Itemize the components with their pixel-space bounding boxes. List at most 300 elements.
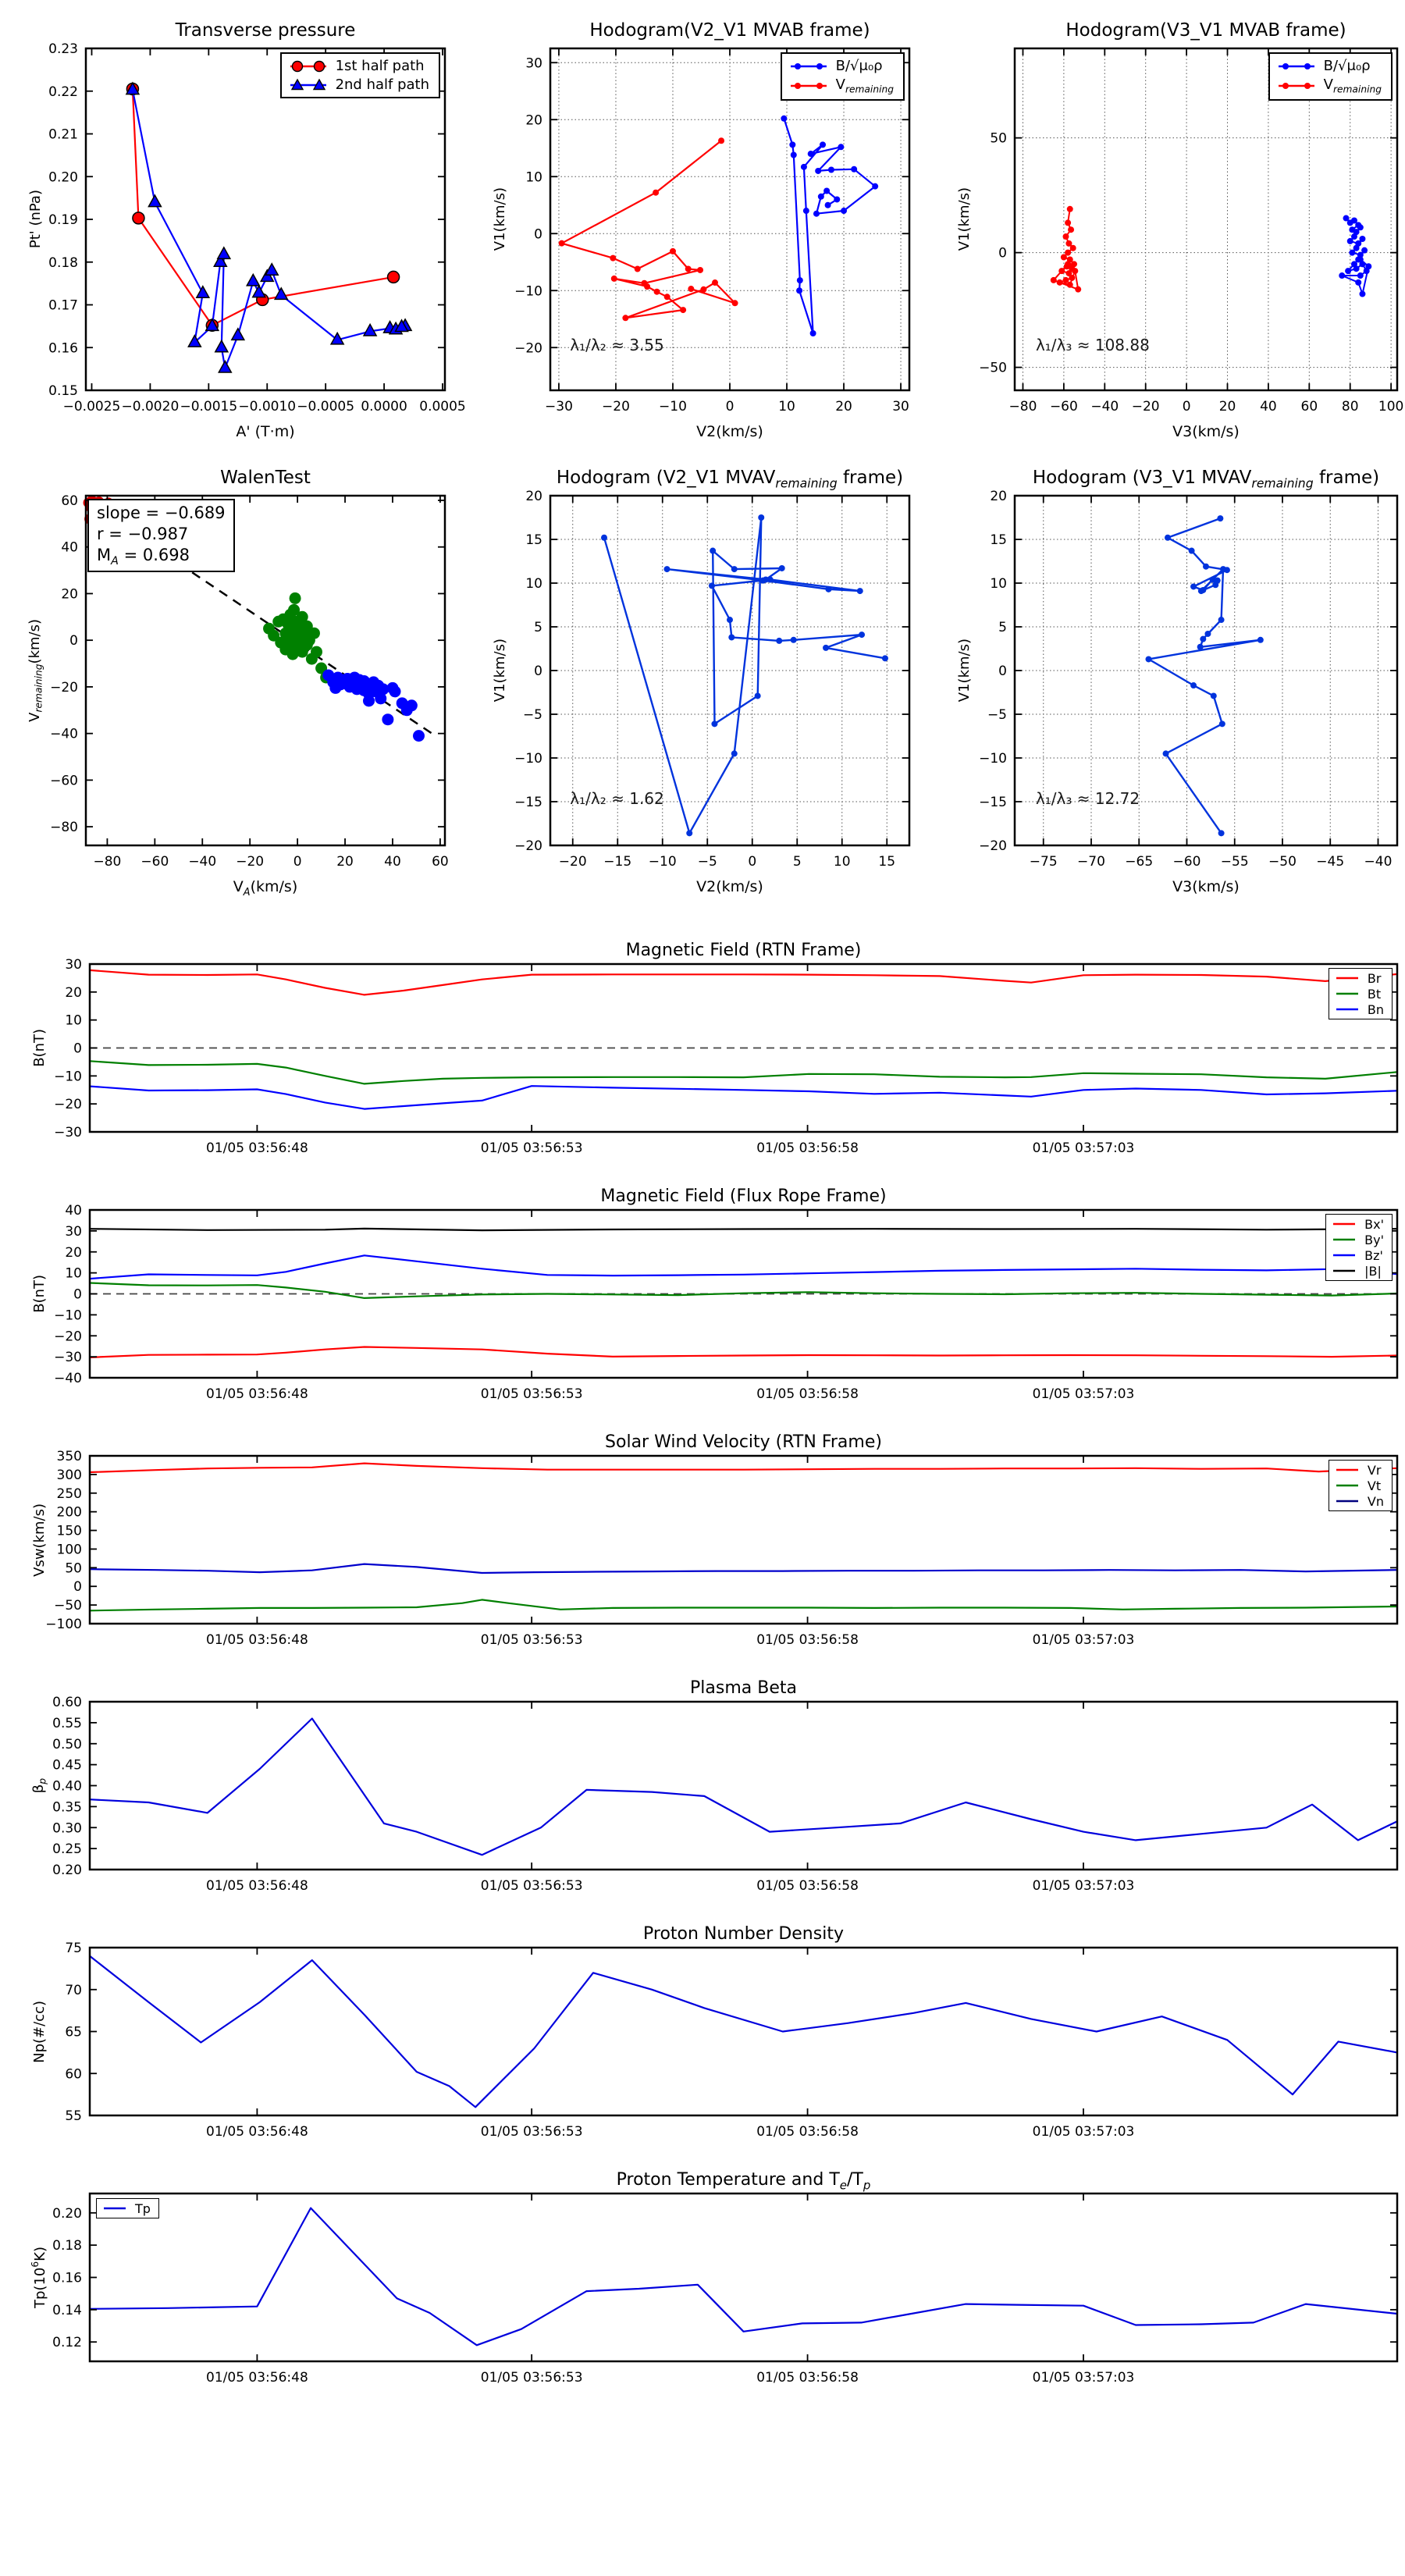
- x-tick-label: −40: [188, 854, 217, 870]
- legend-label: Br: [1367, 970, 1382, 986]
- plot-canvas: [45, 1449, 1397, 1648]
- legend-label: Bx': [1364, 1216, 1384, 1232]
- x-tick-label: 01/05 03:57:03: [1032, 2370, 1135, 2386]
- legend-item: [1334, 970, 1384, 986]
- x-axis-label: $V_A(km/s)$: [233, 878, 298, 898]
- y-tick-label: 10: [990, 576, 1007, 592]
- legend-item: [1276, 76, 1382, 95]
- x-tick-label: 01/05 03:56:53: [480, 1140, 583, 1156]
- x-axis-label: V2(km/s): [696, 423, 763, 440]
- x-tick-label: −0.0025: [62, 399, 121, 415]
- legend-sample-dot: [1276, 59, 1317, 74]
- x-tick-label: 20: [336, 854, 354, 870]
- y-tick-label: −5: [987, 707, 1007, 723]
- y-tick-label: 15: [990, 532, 1007, 548]
- y-tick-label: −100: [45, 1617, 82, 1632]
- legend-label: By': [1364, 1232, 1384, 1247]
- legend-sample-line: [1331, 1263, 1357, 1279]
- legend-item: [1334, 1462, 1384, 1478]
- plot-proton-number-density: [30, 1924, 1397, 2140]
- plot-title: Proton Temperature and $T_e/T_p$: [616, 2170, 871, 2193]
- x-tick-label: −0.0020: [121, 399, 180, 415]
- annotation: λ₁/λ₂ ≈ 1.62: [570, 789, 664, 809]
- legend-item: [1334, 1478, 1384, 1493]
- legend-sample-line: [1334, 970, 1361, 986]
- legend-item: [1334, 986, 1384, 1002]
- legend-item: [101, 2201, 151, 2216]
- x-tick-label: 01/05 03:56:53: [480, 1632, 583, 1648]
- legend-sample-line: [1331, 1232, 1357, 1247]
- x-axis-label: [90, 1656, 1397, 1675]
- x-tick-label: 15: [878, 854, 896, 870]
- x-tick-label: 10: [778, 399, 795, 415]
- legend-item: [1334, 1493, 1384, 1509]
- y-tick-label: 20: [65, 1244, 82, 1261]
- plot-hodogram-v2v1-mvav: [491, 468, 909, 895]
- y-tick-label: 100: [56, 1542, 82, 1558]
- y-tick-label: 20: [65, 984, 82, 1001]
- x-tick-label: −20: [558, 854, 587, 870]
- x-tick-label: 01/05 03:56:58: [756, 1386, 859, 1402]
- legend-sample-dot: [788, 59, 829, 74]
- x-tick-label: −15: [603, 854, 632, 870]
- y-tick-label: 0: [69, 633, 78, 649]
- y-axis-label: Pt' (nPa): [27, 190, 44, 249]
- x-tick-label: −80: [93, 854, 122, 870]
- y-tick-label: 200: [56, 1504, 82, 1521]
- y-tick-label: 0.20: [52, 1863, 82, 1878]
- y-tick-label: −30: [54, 1350, 82, 1366]
- x-tick-label: 01/05 03:56:58: [756, 2370, 859, 2386]
- series-2nd half path: [126, 83, 411, 372]
- axes-border: [90, 1702, 1397, 1870]
- y-tick-label: −15: [979, 795, 1007, 810]
- plot-proton-temperature: [30, 2170, 1397, 2386]
- x-tick-label: 0.0005: [419, 399, 466, 415]
- x-tick-label: 01/05 03:57:03: [1032, 1632, 1135, 1648]
- x-tick-label: −55: [1220, 854, 1249, 870]
- axis-ticks-and-labels: [54, 1203, 1397, 1402]
- legend-label: Tp: [135, 2201, 151, 2216]
- plot-title: Magnetic Field (RTN Frame): [625, 941, 862, 960]
- y-tick-label: 150: [56, 1523, 82, 1539]
- y-axis-label: B(nT): [30, 1029, 48, 1067]
- series-Tp: [90, 2208, 1397, 2346]
- y-tick-label: −20: [979, 838, 1007, 854]
- y-tick-label: 15: [525, 532, 542, 548]
- x-tick-label: −20: [602, 399, 630, 415]
- axis-ticks-and-labels: [979, 48, 1403, 415]
- legend-sample-line: [101, 2201, 128, 2216]
- axis-ticks-and-labels: [979, 489, 1397, 870]
- x-tick-label: −0.0005: [297, 399, 355, 415]
- legend: [280, 52, 440, 98]
- y-tick-label: 20: [990, 489, 1007, 504]
- plot-canvas: [65, 1941, 1397, 2140]
- y-tick-label: 300: [56, 1467, 82, 1483]
- series-Bn: [90, 1086, 1397, 1108]
- legend-item: [788, 76, 894, 95]
- y-tick-label: 65: [65, 2024, 82, 2041]
- x-tick-label: 5: [792, 854, 802, 870]
- x-tick-label: 0.0000: [361, 399, 407, 415]
- x-tick-label: 0: [748, 854, 757, 870]
- x-tick-label: 01/05 03:56:53: [480, 1878, 583, 1894]
- x-tick-label: 60: [1300, 399, 1318, 415]
- y-tick-label: 0.17: [48, 297, 78, 314]
- legend-sample-line: [1331, 1247, 1357, 1263]
- legend-label: 1st half path: [335, 58, 425, 74]
- annotation: λ₁/λ₂ ≈ 3.55: [570, 335, 664, 354]
- x-axis-label: [90, 1411, 1397, 1429]
- plot-title: Hodogram(V2_V1 MVAB frame): [589, 20, 870, 41]
- y-tick-label: 0: [73, 1579, 82, 1596]
- x-tick-label: 40: [384, 854, 401, 870]
- y-tick-label: −40: [54, 1371, 82, 1386]
- y-tick-label: −20: [514, 838, 542, 854]
- y-tick-label: 55: [65, 2108, 82, 2124]
- y-tick-label: 40: [65, 1203, 82, 1219]
- y-tick-label: 30: [525, 55, 542, 72]
- plot-title: Magnetic Field (Flux Rope Frame): [600, 1187, 887, 1206]
- y-tick-label: 0.60: [52, 1695, 82, 1710]
- y-tick-label: 0.12: [52, 2335, 82, 2351]
- legend-item: [1331, 1247, 1384, 1263]
- y-tick-label: 0.18: [52, 2238, 82, 2254]
- x-tick-label: 60: [432, 854, 449, 870]
- legend-item: [1334, 1002, 1384, 1017]
- x-tick-label: 01/05 03:56:58: [756, 1878, 859, 1894]
- y-tick-label: 0.30: [52, 1820, 82, 1837]
- plot-canvas: [52, 2194, 1397, 2386]
- legend-label: Vt: [1367, 1478, 1382, 1493]
- y-axis-label: $\beta_p$: [30, 1777, 48, 1794]
- plot-magnetic-field-flux-rope: [30, 1187, 1397, 1402]
- legend-label: $V_{remaining}$: [835, 76, 894, 95]
- x-tick-label: −60: [140, 854, 169, 870]
- y-axis-label: V1(km/s): [955, 187, 973, 251]
- series-V-remaining: [1051, 206, 1081, 293]
- plot-canvas: [52, 1695, 1397, 1894]
- legend-label: Vr: [1367, 1462, 1382, 1478]
- y-tick-label: 40: [61, 539, 78, 556]
- plot-title: Proton Number Density: [643, 1924, 844, 1944]
- legend: [1325, 1214, 1393, 1281]
- y-tick-label: 50: [990, 130, 1007, 147]
- y-tick-label: −60: [50, 773, 78, 789]
- y-tick-label: −15: [514, 795, 542, 810]
- series-V-remaining: [559, 137, 738, 321]
- series-Bt: [90, 1061, 1397, 1083]
- y-tick-label: 5: [998, 620, 1007, 635]
- series-cluster-green: [263, 592, 332, 684]
- y-tick-label: −50: [979, 360, 1007, 376]
- x-tick-label: −30: [545, 399, 573, 415]
- legend-sample-line: [1334, 1462, 1361, 1478]
- plot-title: WalenTest: [220, 468, 311, 488]
- y-tick-label: 350: [56, 1449, 82, 1464]
- legend-item: [788, 58, 894, 74]
- legend: [96, 2198, 159, 2218]
- y-tick-label: 10: [65, 1265, 82, 1282]
- legend-label: 2nd half path: [335, 76, 429, 93]
- y-axis-label: Np(#/cc): [30, 2000, 48, 2063]
- legend-item: [1331, 1216, 1384, 1232]
- y-tick-label: −10: [514, 751, 542, 767]
- y-tick-label: 0.23: [48, 41, 78, 57]
- plot-magnetic-field-rtn: [30, 941, 1397, 1156]
- x-tick-label: 30: [892, 399, 909, 415]
- legend-item: [1276, 58, 1382, 74]
- y-tick-label: 0.22: [48, 84, 78, 100]
- series-beta-p: [90, 1719, 1397, 1856]
- y-tick-label: −30: [54, 1125, 82, 1140]
- series-Vr: [90, 1464, 1397, 1472]
- series-Bz': [90, 1255, 1397, 1279]
- x-tick-label: 01/05 03:57:03: [1032, 1878, 1135, 1894]
- series-Vn: [90, 1564, 1397, 1573]
- plot-hodogram-v2v1-mvab: [491, 20, 909, 440]
- axis-ticks-and-labels: [52, 2194, 1397, 2386]
- plot-hodogram-v3v1-mvab: [955, 20, 1404, 440]
- x-tick-label: 01/05 03:57:03: [1032, 2124, 1135, 2140]
- y-tick-label: 20: [525, 112, 542, 129]
- x-tick-label: 01/05 03:56:58: [756, 1632, 859, 1648]
- plot-walen-test: [26, 468, 449, 898]
- y-tick-label: 10: [525, 169, 542, 186]
- y-tick-label: 0.21: [48, 126, 78, 143]
- x-axis-label: [90, 1902, 1397, 1921]
- annotation: λ₁/λ₃ ≈ 108.88: [1035, 335, 1150, 354]
- axes-border: [90, 1456, 1397, 1624]
- x-tick-label: −10: [648, 854, 677, 870]
- x-tick-label: 01/05 03:57:03: [1032, 1386, 1135, 1402]
- series-|B|: [90, 1229, 1397, 1230]
- plot-canvas: [48, 41, 466, 415]
- plot-plasma-beta: [30, 1678, 1397, 1894]
- y-tick-label: −80: [50, 820, 78, 836]
- x-tick-label: −40: [1364, 854, 1393, 870]
- x-tick-label: 01/05 03:56:48: [206, 1878, 308, 1894]
- y-tick-label: −20: [54, 1097, 82, 1113]
- y-tick-label: 0.15: [48, 383, 78, 399]
- x-tick-label: −75: [1029, 854, 1058, 870]
- series-cluster-blue: [322, 669, 425, 742]
- annotation: λ₁/λ₃ ≈ 12.72: [1035, 789, 1140, 809]
- y-axis-label: $Tp(10^6K)$: [30, 2247, 48, 2308]
- y-tick-label: −10: [54, 1308, 82, 1324]
- axis-ticks-and-labels: [514, 489, 909, 870]
- plot-title: Solar Wind Velocity (RTN Frame): [605, 1432, 882, 1452]
- y-tick-label: 0.16: [48, 340, 78, 357]
- x-tick-label: −40: [1090, 399, 1119, 415]
- legend-sample-dot: [1276, 78, 1317, 94]
- legend-sample-line: [1334, 1478, 1361, 1493]
- legend-item: [1331, 1232, 1384, 1247]
- x-tick-label: 0: [293, 854, 302, 870]
- plot-solar-wind-velocity: [30, 1432, 1397, 1648]
- x-axis-label: [90, 1165, 1397, 1183]
- y-tick-label: 0.25: [52, 1841, 82, 1858]
- x-tick-label: 80: [1341, 399, 1359, 415]
- legend: [1268, 52, 1393, 101]
- x-tick-label: 01/05 03:57:03: [1032, 1140, 1135, 1156]
- series-V-path: [1146, 515, 1264, 836]
- y-tick-label: 0: [73, 1286, 82, 1303]
- y-tick-label: −20: [54, 1329, 82, 1345]
- y-tick-label: 0: [534, 226, 542, 243]
- y-tick-label: 0: [534, 664, 542, 679]
- y-axis-label: V1(km/s): [491, 639, 508, 703]
- plot-hodogram-v3v1-mvav: [955, 468, 1397, 895]
- y-tick-label: 0: [998, 664, 1007, 679]
- y-tick-label: 10: [65, 1012, 82, 1029]
- y-tick-label: 0.40: [52, 1778, 82, 1795]
- y-tick-label: 10: [525, 576, 542, 592]
- x-tick-label: 0: [1182, 399, 1191, 415]
- legend-item: [1331, 1263, 1384, 1279]
- y-axis-label: B(nT): [30, 1275, 48, 1313]
- axis-ticks-and-labels: [65, 1941, 1397, 2140]
- x-axis-label: [90, 2394, 1397, 2413]
- x-axis-label: V3(km/s): [1172, 423, 1240, 440]
- y-tick-label: −20: [514, 340, 542, 357]
- x-tick-label: −60: [1049, 399, 1078, 415]
- plot-title: Hodogram (V3_V1 $MVAV_{remaining}$ frame): [1032, 468, 1380, 491]
- series-B-alfven: [781, 116, 878, 336]
- y-tick-label: 0: [998, 245, 1007, 262]
- legend-sample-line: [1334, 1002, 1361, 1017]
- y-tick-label: 0: [73, 1041, 82, 1057]
- y-axis-label: V1(km/s): [955, 639, 973, 703]
- plot-title: Transverse pressure: [175, 20, 356, 41]
- x-tick-label: 20: [835, 399, 852, 415]
- x-tick-label: 01/05 03:56:53: [480, 2124, 583, 2140]
- y-tick-label: −10: [54, 1069, 82, 1085]
- y-tick-label: 0.16: [52, 2270, 82, 2286]
- x-tick-label: 100: [1378, 399, 1404, 415]
- legend-label: $V_{remaining}$: [1323, 76, 1382, 95]
- x-tick-label: 01/05 03:56:53: [480, 1386, 583, 1402]
- legend-sample-line: [1331, 1216, 1357, 1232]
- x-tick-label: 01/05 03:56:48: [206, 2370, 308, 2386]
- x-tick-label: 40: [1260, 399, 1277, 415]
- series-Bx': [90, 1347, 1397, 1357]
- legend: [1329, 1460, 1393, 1511]
- y-tick-label: 0.35: [52, 1799, 82, 1816]
- x-tick-label: 01/05 03:56:58: [756, 2124, 859, 2140]
- y-tick-label: −50: [54, 1598, 82, 1614]
- plot-title: Hodogram(V3_V1 MVAB frame): [1065, 20, 1346, 41]
- x-tick-label: −65: [1125, 854, 1154, 870]
- y-tick-label: 20: [525, 489, 542, 504]
- series-B-alfven: [1339, 215, 1371, 297]
- series-Vt: [90, 1599, 1397, 1610]
- y-tick-label: 0.20: [52, 2205, 82, 2222]
- x-tick-label: 01/05 03:56:53: [480, 2370, 583, 2386]
- legend: [781, 52, 905, 101]
- x-tick-label: −20: [236, 854, 265, 870]
- x-axis-label: V2(km/s): [696, 878, 763, 895]
- x-tick-label: 10: [833, 854, 851, 870]
- series-V-path: [601, 514, 888, 836]
- legend-label: Bn: [1367, 1002, 1384, 1017]
- legend: [1329, 968, 1393, 1019]
- series-By': [90, 1283, 1397, 1298]
- y-tick-label: 75: [65, 1941, 82, 1956]
- plot-canvas: [54, 1203, 1397, 1402]
- y-tick-label: −40: [50, 726, 78, 742]
- plot-title: Hodogram (V2_V1 $MVAV_{remaining}$ frame): [556, 468, 904, 491]
- y-tick-label: 30: [65, 1223, 82, 1240]
- legend-sample-triangle: [288, 77, 329, 93]
- legend-label: Bz': [1364, 1247, 1383, 1263]
- x-tick-label: 01/05 03:56:58: [756, 1140, 859, 1156]
- x-axis-label: V3(km/s): [1172, 878, 1240, 895]
- x-tick-label: 20: [1218, 399, 1236, 415]
- x-tick-label: 0: [725, 399, 735, 415]
- y-tick-label: −10: [514, 283, 542, 300]
- y-tick-label: 50: [65, 1560, 82, 1577]
- axis-ticks-and-labels: [45, 1449, 1397, 1648]
- y-tick-label: −10: [979, 751, 1007, 767]
- legend-label: Vn: [1367, 1493, 1384, 1509]
- y-tick-label: 250: [56, 1485, 82, 1502]
- axis-ticks-and-labels: [514, 48, 909, 415]
- series-Np: [90, 1956, 1397, 2108]
- axes-border: [90, 2194, 1397, 2361]
- legend-item: [288, 76, 429, 93]
- x-tick-label: −60: [1172, 854, 1201, 870]
- y-tick-label: 0.55: [52, 1715, 82, 1731]
- x-tick-label: −0.0015: [180, 399, 238, 415]
- x-tick-label: 01/05 03:56:48: [206, 1140, 308, 1156]
- y-axis-label: V1(km/s): [491, 187, 508, 251]
- legend-item: [288, 58, 429, 74]
- legend-label: Bt: [1367, 986, 1382, 1002]
- y-tick-label: 70: [65, 1982, 82, 1998]
- plot-canvas: [54, 957, 1397, 1156]
- y-axis-label: $V_{remaining}(km/s)$: [26, 619, 44, 722]
- legend-label: |B|: [1364, 1263, 1382, 1279]
- axis-ticks-and-labels: [54, 957, 1397, 1156]
- y-tick-label: 0.45: [52, 1757, 82, 1774]
- x-tick-label: −20: [1131, 399, 1160, 415]
- legend-sample-line: [1334, 1493, 1361, 1509]
- y-tick-label: 60: [65, 2066, 82, 2083]
- y-tick-label: −20: [50, 679, 78, 696]
- legend-sample-dot: [788, 78, 829, 94]
- y-tick-label: 0.18: [48, 254, 78, 271]
- axis-ticks-and-labels: [52, 1695, 1397, 1894]
- x-tick-label: −45: [1316, 854, 1345, 870]
- x-tick-label: −80: [1008, 399, 1037, 415]
- y-tick-label: −5: [522, 707, 542, 723]
- legend-sample-line: [1334, 986, 1361, 1002]
- y-tick-label: 0.19: [48, 212, 78, 228]
- y-tick-label: 5: [534, 620, 542, 635]
- series-Br: [90, 970, 1397, 995]
- x-tick-label: −10: [659, 399, 687, 415]
- axes-border: [90, 1948, 1397, 2115]
- plot-title: Plasma Beta: [690, 1678, 797, 1698]
- x-tick-label: −5: [697, 854, 717, 870]
- y-tick-label: 30: [65, 957, 82, 973]
- y-tick-label: 0.14: [52, 2302, 82, 2318]
- y-tick-label: 0.20: [48, 169, 78, 186]
- x-tick-label: 01/05 03:56:48: [206, 2124, 308, 2140]
- x-tick-label: 01/05 03:56:48: [206, 1386, 308, 1402]
